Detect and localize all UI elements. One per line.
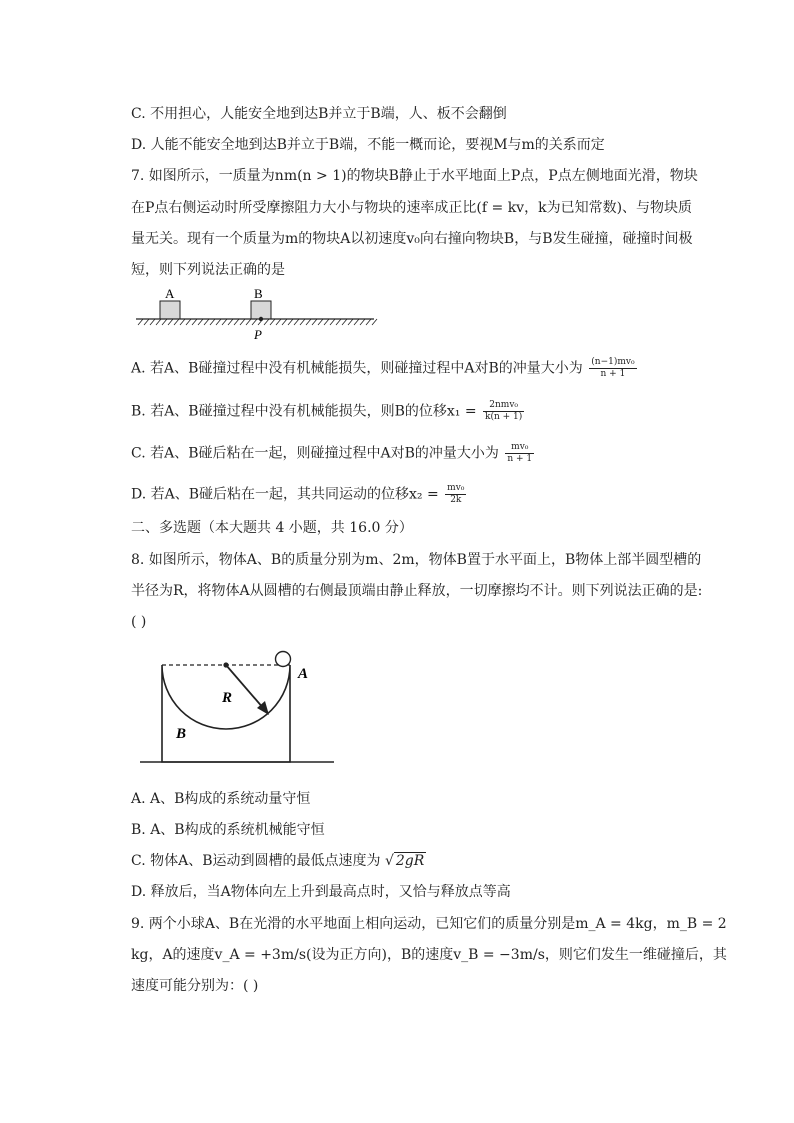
q8-stem-line1: 8. 如图所示，物体A、B的质量分别为m、2m，物体B置于水平面上，B物体上部半圆型槽的 [131,552,702,568]
q9-stem-line2: kg，A的速度v_A = +3m/s(设为正方向)，B的速度v_B = −3m/s，则它们发生一维碰撞后，其 [131,947,727,963]
section-heading: 二、多选题（本大题共 4 小题，共 16.0 分） [131,520,413,536]
q7-option-c-text: C. 若A、B碰后粘在一起，则碰撞过程中A对B的冲量大小为 [131,445,499,462]
q7-stem-line2: 在P点右侧运动时所受摩擦阻力大小与物块的速率成正比(f = kv，k为已知常数)、与物块质 [131,200,693,216]
q7-option-c-fraction [505,442,534,465]
q6-option-d: D. 人能不能安全地到达B并立于B端，不能一概而论，要视M与m的关系而定 [131,137,605,153]
q7-option-a-den: n + 1 [600,369,626,379]
hatch-mark [138,319,143,325]
q7-ground-hatch [138,319,377,325]
hatch-mark [372,319,377,325]
q8-option-c-sqrt: √ 2gR [384,853,425,869]
hatch-mark [222,319,227,325]
hatch-mark [192,319,197,325]
q7-option-d-fraction [445,483,466,506]
hatch-mark [276,319,281,325]
hatch-mark [330,319,335,325]
q7-label-a: A [165,286,175,301]
hatch-mark [144,319,149,325]
q7-option-d-den: 2k [450,495,462,505]
q7-figure [130,282,390,342]
q7-option-a [131,357,637,380]
hatch-mark [150,319,155,325]
hatch-mark [294,319,299,325]
hatch-mark [336,319,341,325]
hatch-mark [252,319,257,325]
q8-block-b [162,665,290,762]
q7-option-a-text: A. 若A、B碰撞过程中没有机械能损失，则碰撞过程中A对B的冲量大小为 [131,360,583,377]
q7-label-p: P [254,327,262,342]
q8-stem-line2: 半径为R，将物体A从圆槽的右侧最顶端由静止释放，一切摩擦均不计。则下列说法正确的是: [131,583,703,599]
q8-ball-a [276,652,291,667]
q7-option-d-text: D. 若A、B碰后粘在一起，其共同运动的位移x₂ = [131,486,439,503]
q9-stem-line3: 速度可能分别为：( ) [131,978,259,994]
hatch-mark [156,319,161,325]
hatch-mark [324,319,329,325]
q7-option-d-num: mv₀ [447,483,465,493]
hatch-mark [162,319,167,325]
q7-option-b [131,400,524,423]
hatch-mark [270,319,275,325]
q7-block-a [160,301,180,319]
q8-figure [138,645,338,770]
hatch-mark [366,319,371,325]
q7-option-d [131,483,466,506]
hatch-mark [228,319,233,325]
hatch-mark [186,319,191,325]
q7-option-c-den: n + 1 [507,454,533,464]
hatch-mark [354,319,359,325]
hatch-mark [348,319,353,325]
q7-stem-line1: 7. 如图所示，一质量为nm(n > 1)的物块B静止于水平地面上P点，P点左侧地面光滑，物块 [131,168,698,184]
hatch-mark [306,319,311,325]
q8-stem-line3: ( ) [131,614,147,630]
q8-label-r: R [222,690,233,706]
hatch-mark [168,319,173,325]
q8-option-b: B. A、B构成的系统机械能守恒 [131,822,325,838]
hatch-mark [210,319,215,325]
q7-option-c-num: mv₀ [505,442,534,454]
hatch-mark [282,319,287,325]
hatch-mark [234,319,239,325]
q7-option-b-den: k(n + 1) [485,412,523,422]
q7-stem-line4: 短，则下列说法正确的是 [131,262,285,278]
hatch-mark [204,319,209,325]
q7-label-b: B [254,286,263,301]
q7-point-p [259,317,263,321]
q7-block-b [251,301,271,319]
q6-option-c: C. 不用担心，人能安全地到达B并立于B端，人、板不会翻倒 [131,106,507,122]
q7-option-a-fraction [589,357,636,380]
q7-option-b-fraction [483,400,524,423]
q8-option-a: A. A、B构成的系统动量守恒 [131,791,311,807]
q8-label-b: B [176,726,187,742]
q8-option-d: D. 释放后，当A物体向左上升到最高点时，又恰与释放点等高 [131,884,511,900]
hatch-mark [246,319,251,325]
hatch-mark [180,319,185,325]
hatch-mark [264,319,269,325]
hatch-mark [240,319,245,325]
hatch-mark [300,319,305,325]
q7-option-a-num: (n−1)mv₀ [591,357,635,367]
hatch-mark [174,319,179,325]
q8-option-c-text: C. 物体A、B运动到圆槽的最低点速度为 [131,853,381,869]
hatch-mark [342,319,347,325]
q7-stem-line3: 量无关。现有一个质量为m的物块A以初速度v₀向右撞向物块B，与B发生碰撞，碰撞时间极 [131,231,693,247]
q7-option-c [131,442,534,465]
hatch-mark [216,319,221,325]
hatch-mark [318,319,323,325]
q7-option-b-num: 2nmv₀ [483,400,524,412]
q8-option-c-radicand: 2gR [395,853,425,869]
hatch-mark [198,319,203,325]
q8-label-a: A [298,666,309,682]
q8-option-c [131,851,426,871]
hatch-mark [360,319,365,325]
q7-option-b-text: B. 若A、B碰撞过程中没有机械能损失，则B的位移x₁ = [131,403,477,420]
q9-stem-line1: 9. 两个小球A、B在光滑的水平地面上相向运动，已知它们的质量分别是m_A = 4kg，m_B = 2 [131,916,727,932]
hatch-mark [288,319,293,325]
hatch-mark [312,319,317,325]
